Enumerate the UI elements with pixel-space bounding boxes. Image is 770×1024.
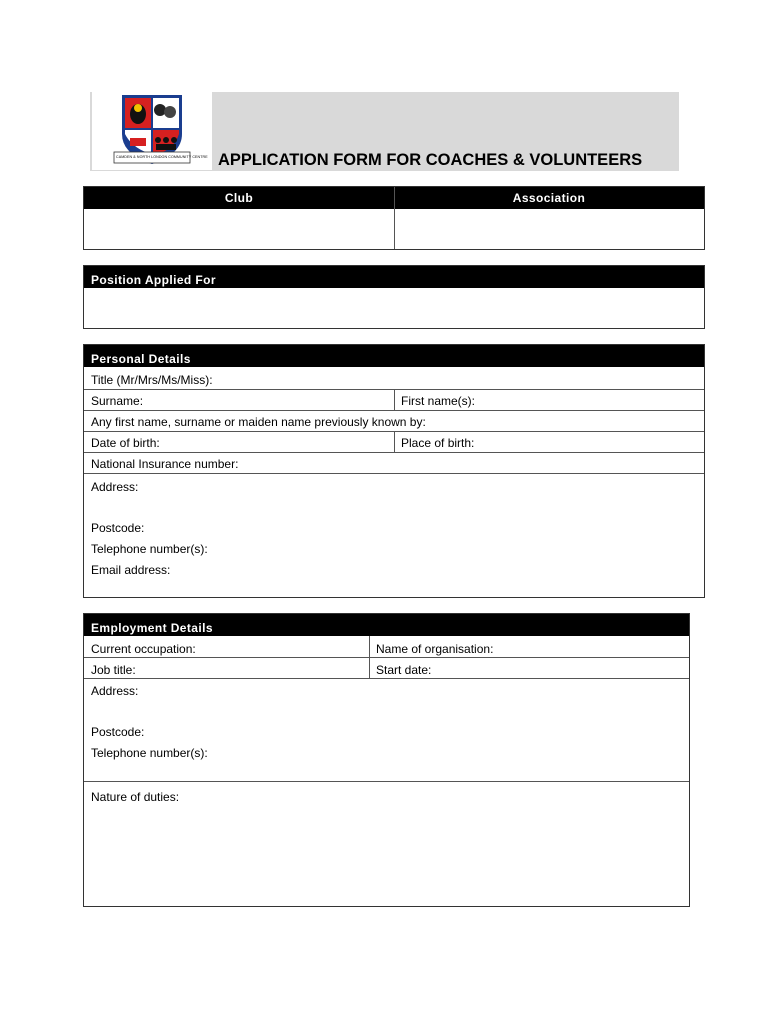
start-date-field[interactable]: Start date: <box>376 663 432 677</box>
club-association-box <box>83 186 705 250</box>
employer-telephone-field[interactable]: Telephone number(s): <box>91 746 208 760</box>
row-divider <box>84 473 704 474</box>
employment-details-header: Employment Details <box>84 614 689 636</box>
club-label: Club <box>224 191 254 205</box>
surname-divider <box>394 389 395 410</box>
association-label: Association <box>512 191 586 205</box>
employment-details-box <box>83 613 690 907</box>
surname-field[interactable]: Surname: <box>91 394 144 408</box>
association-field[interactable] <box>395 209 704 249</box>
personal-details-box <box>83 344 705 598</box>
personal-details-header: Personal Details <box>84 345 704 367</box>
club-divider <box>394 187 395 249</box>
telephone-field[interactable]: Telephone number(s): <box>91 542 208 556</box>
club-field[interactable] <box>84 209 394 249</box>
duties-field[interactable]: Nature of duties: <box>91 790 180 804</box>
postcode-field[interactable]: Postcode: <box>91 521 145 535</box>
dob-divider <box>394 431 395 452</box>
logo-banner-text: CAMDEN & NORTH LONDON COMMUNITY CENTRE <box>116 155 208 159</box>
employer-address-field[interactable]: Address: <box>91 684 139 698</box>
row-divider <box>84 678 689 679</box>
position-header: Position Applied For <box>84 266 704 288</box>
address-field[interactable]: Address: <box>91 480 139 494</box>
club-logo <box>92 92 212 170</box>
position-box <box>83 265 705 329</box>
title-field[interactable]: Title (Mr/Mrs/Ms/Miss): <box>91 373 213 387</box>
dob-field[interactable]: Date of birth: <box>91 436 160 450</box>
email-field[interactable]: Email address: <box>91 563 171 577</box>
form-title: APPLICATION FORM FOR COACHES & VOLUNTEERS <box>218 151 643 169</box>
job-title-field[interactable]: Job title: <box>91 663 136 677</box>
occupation-field[interactable]: Current occupation: <box>91 642 196 656</box>
place-of-birth-field[interactable]: Place of birth: <box>401 436 475 450</box>
organisation-field[interactable]: Name of organisation: <box>376 642 494 656</box>
previous-names-field[interactable]: Any first name, surname or maiden name previously known by: <box>91 415 426 429</box>
first-names-field[interactable]: First name(s): <box>401 394 476 408</box>
ni-number-field[interactable]: National Insurance number: <box>91 457 239 471</box>
position-field[interactable] <box>84 288 704 328</box>
row-divider <box>84 781 689 782</box>
employer-postcode-field[interactable]: Postcode: <box>91 725 145 739</box>
